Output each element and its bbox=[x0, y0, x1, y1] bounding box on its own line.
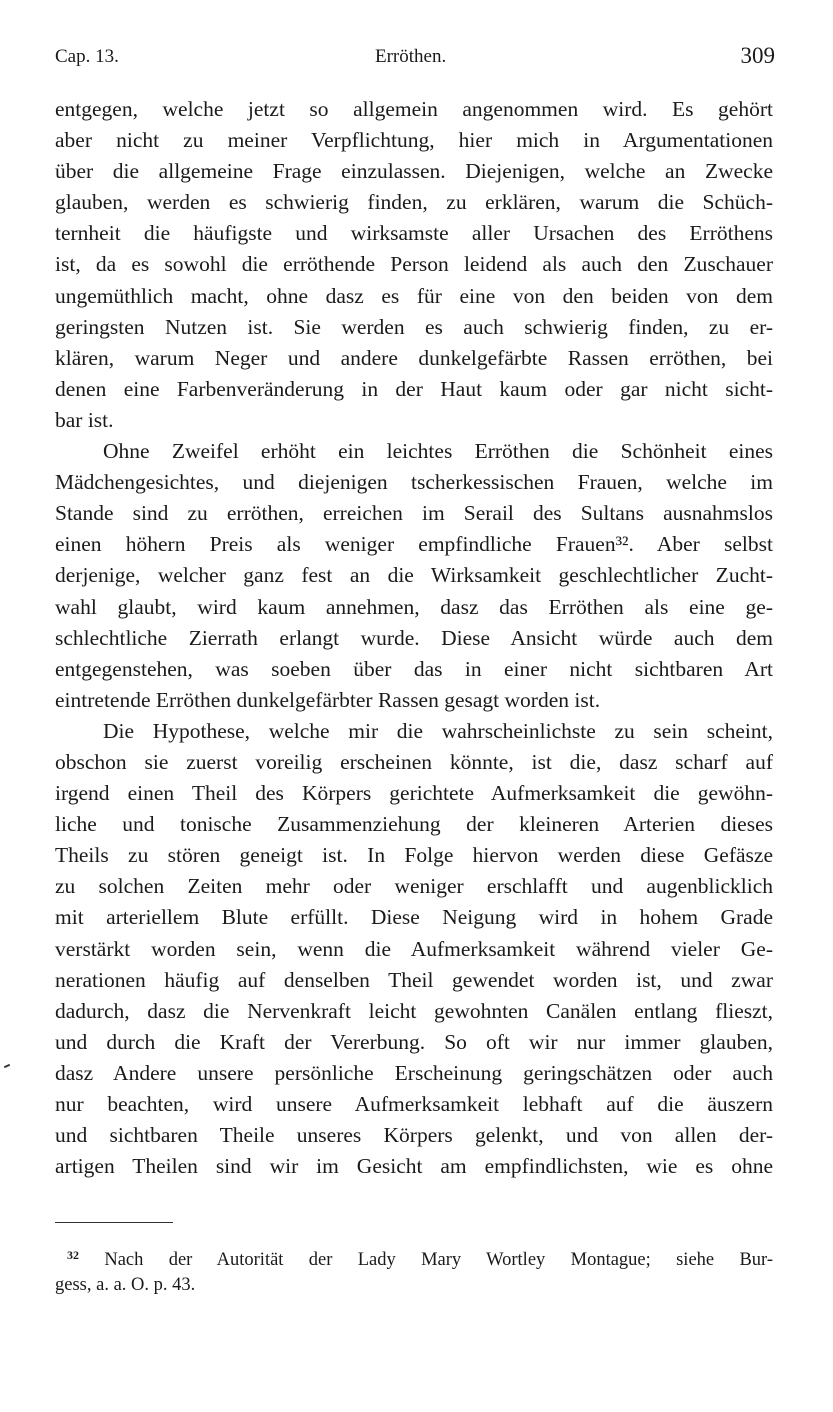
text-line: obschon sie zuerst voreilig erscheinen könnte, ist die, dasz scharf auf bbox=[55, 749, 773, 774]
text-line: ist, da es sowohl die erröthende Person leidend als auch den Zuschauer bbox=[55, 252, 773, 277]
text-line: mit arteriellem Blute erfüllt. Diese Neigung wird in hohem Grade bbox=[55, 905, 773, 930]
text-line: geringsten Nutzen ist. Sie werden es auch schwierig finden, zu er- bbox=[55, 314, 773, 339]
text-line: derjenige, welcher ganz fest an die Wirksamkeit geschlechtlicher Zucht- bbox=[55, 563, 773, 588]
text-line: irgend einen Theil des Körpers gerichtete Aufmerksamkeit die gewöhn- bbox=[55, 781, 773, 806]
text-line: denen eine Farbenveränderung in der Haut kaum oder gar nicht sicht- bbox=[55, 376, 773, 401]
text-line: Ohne Zweifel erhöht ein leichtes Erröthen die Schönheit eines bbox=[103, 439, 773, 464]
text-line: aber nicht zu meiner Verpflichtung, hier mich in Argumentationen bbox=[55, 128, 773, 153]
text-line: Mädchengesichtes, und diejenigen tscherkessischen Frauen, welche im bbox=[55, 470, 773, 495]
text-line: eintretende Erröthen dunkelgefärbter Rassen gesagt worden ist. bbox=[55, 687, 601, 712]
margin-mark bbox=[4, 1064, 10, 1068]
text-line: verstärkt worden sein, wenn die Aufmerksamkeit während vieler Ge- bbox=[55, 936, 773, 961]
text-line: nerationen häufig auf denselben Theil gewendet worden ist, und zwar bbox=[55, 967, 773, 992]
footnotes bbox=[55, 1240, 773, 1300]
text-line: einen höhern Preis als weniger empfindliche Frauen³². Aber selbst bbox=[55, 532, 773, 557]
footnote-line bbox=[55, 1270, 773, 1300]
running-title: Erröthen. bbox=[375, 46, 447, 67]
footnote-marker: 32 bbox=[67, 1248, 79, 1262]
body-text bbox=[55, 94, 773, 1182]
footnote-line bbox=[55, 1240, 773, 1270]
text-line: entgegenstehen, was soeben über das in einer nicht sichtbaren Art bbox=[55, 656, 773, 681]
text-line: und durch die Kraft der Vererbung. So oft wir nur immer glauben, bbox=[55, 1029, 773, 1054]
footnote-divider bbox=[55, 1222, 173, 1223]
chapter-label: Cap. 13. bbox=[55, 46, 119, 67]
footnote-text: Nach der Autorität der Lady Mary Wortley Montague; siehe Bur- bbox=[104, 1250, 773, 1270]
text-line: zu solchen Zeiten mehr oder weniger erschlafft und augenblicklich bbox=[55, 874, 773, 899]
text-line: wahl glaubt, wird kaum annehmen, dasz das Erröthen als eine ge- bbox=[55, 594, 773, 619]
text-line: Die Hypothese, welche mir die wahrscheinlichste zu sein scheint, bbox=[103, 718, 773, 743]
text-line: entgegen, welche jetzt so allgemein angenommen wird. Es gehört bbox=[55, 97, 773, 121]
text-line: glauben, werden es schwierig finden, zu erklären, warum die Schüch- bbox=[55, 190, 773, 215]
text-line: dadurch, dasz die Nervenkraft leicht gewohnten Canälen entlang flieszt, bbox=[55, 998, 773, 1023]
text-line: liche und tonische Zusammenziehung der kleineren Arterien dieses bbox=[55, 812, 773, 837]
text-line: klären, warum Neger und andere dunkelgefärbte Rassen erröthen, bei bbox=[55, 345, 773, 370]
text-line: bar ist. bbox=[55, 407, 114, 432]
text-line: ungemüthlich macht, ohne dasz es für eine von den beiden von dem bbox=[55, 283, 773, 308]
text-line: dasz Andere unsere persönliche Erscheinung geringschätzen oder auch bbox=[55, 1060, 773, 1085]
text-line: artigen Theilen sind wir im Gesicht am empfindlichsten, wie es ohne bbox=[55, 1154, 773, 1179]
text-line: Theils zu stören geneigt ist. In Folge hiervon werden diese Gefäsze bbox=[55, 843, 773, 868]
text-line: über die allgemeine Frage einzulassen. Diejenigen, welche an Zwecke bbox=[55, 159, 773, 184]
text-line: nur beachten, wird unsere Aufmerksamkeit lebhaft auf die äuszern bbox=[55, 1092, 773, 1116]
text-line: schlechtliche Zierrath erlangt wurde. Diese Ansicht würde auch dem bbox=[55, 625, 773, 650]
text-line: ternheit die häufigste und wirksamste aller Ursachen des Erröthens bbox=[55, 221, 773, 246]
text-line: und sichtbaren Theile unseres Körpers gelenkt, und von allen der- bbox=[55, 1123, 773, 1148]
text-line: Stande sind zu erröthen, erreichen im Serail des Sultans ausnahmslos bbox=[55, 501, 773, 526]
page-number: 309 bbox=[740, 43, 775, 68]
footnote-text: gess, a. a. O. p. 43. bbox=[55, 1275, 196, 1295]
running-header bbox=[55, 43, 775, 76]
